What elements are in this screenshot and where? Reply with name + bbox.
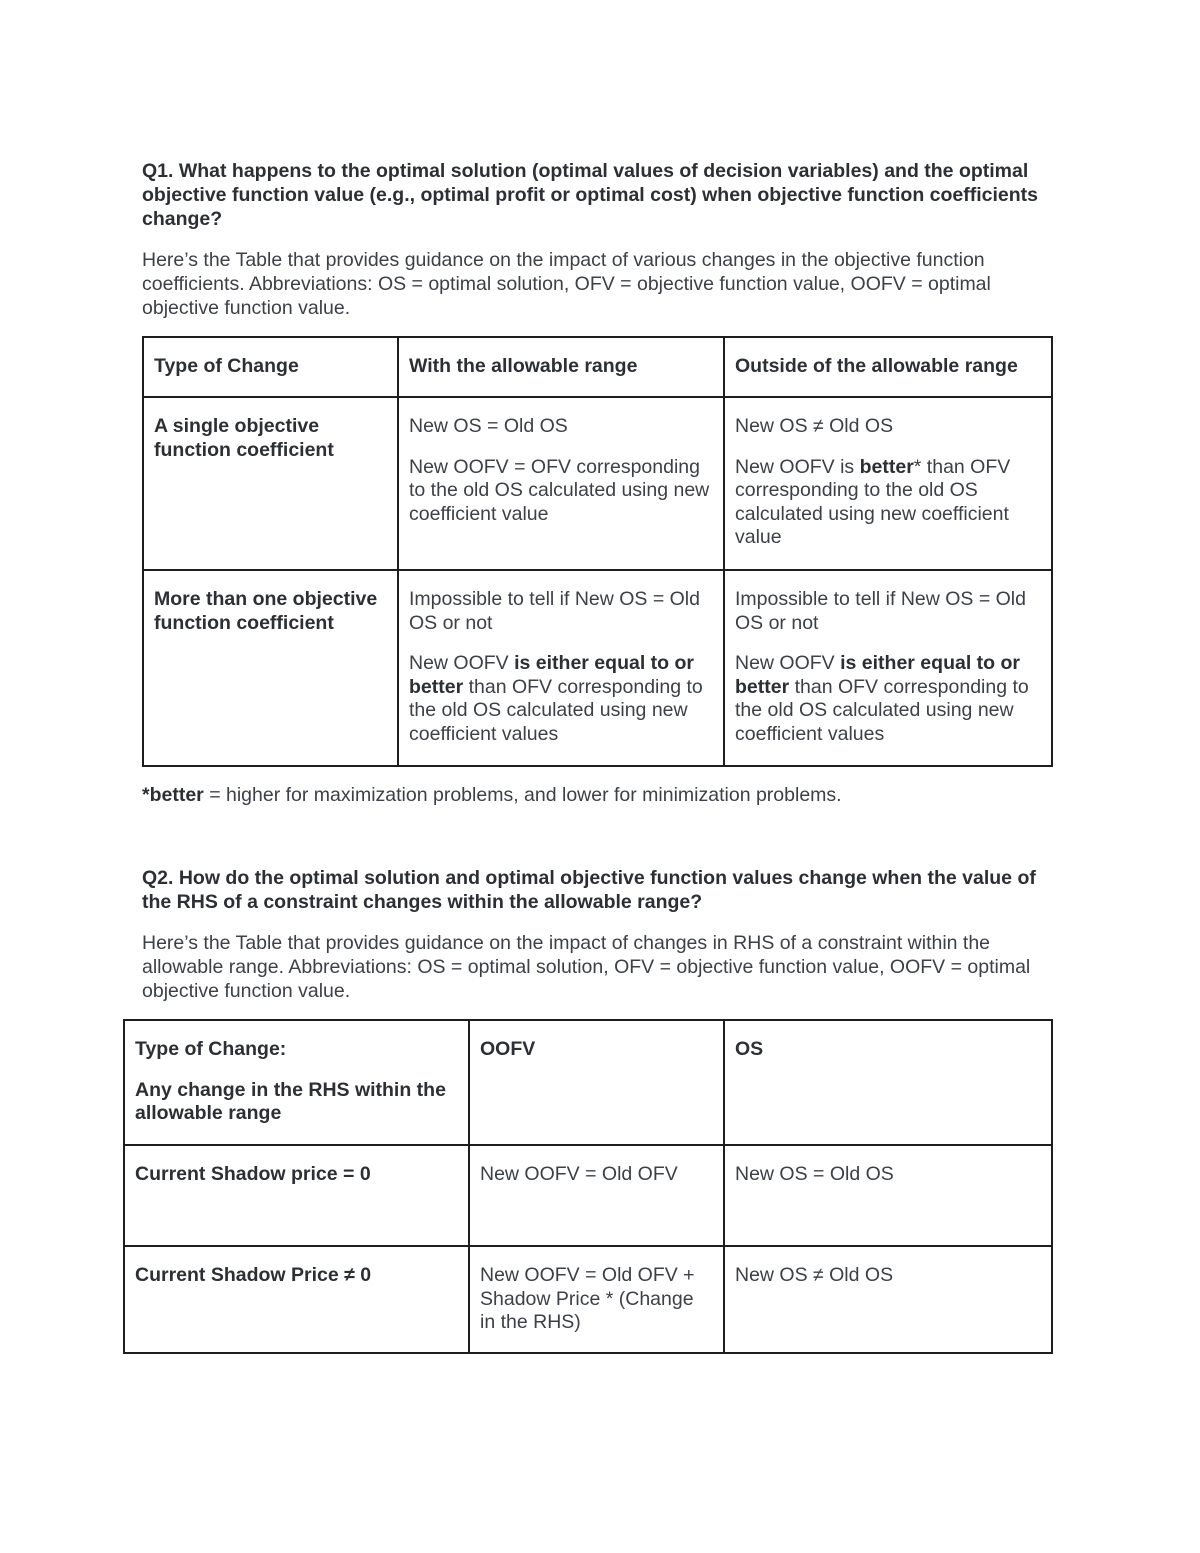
q2-intro: Here’s the Table that provides guidance on the impact of changes in RHS of a constraint within the allowable range. Abbreviations: OS = optimal solution, OFV = objective function value, OOFV = optimal objective function value. (142, 932, 1031, 1002)
table-row (143, 397, 1052, 570)
table-header-row (143, 337, 1052, 397)
oofv-statement (735, 652, 1041, 746)
footnote-term: *better (142, 784, 204, 806)
rhs-change-table (123, 1019, 1053, 1354)
oofv-emphasis: is either equal to or better (409, 652, 694, 698)
oofv-statement (735, 456, 1041, 550)
row-type-label: More than one objective function coefficient (143, 570, 398, 766)
oofv-statement: New OOFV = OFV corresponding to the old OS calculated using new coefficient value (409, 455, 710, 525)
better-footnote (142, 783, 842, 807)
q2-heading: Q2. How do the optimal solution and optimal objective function values change when the value of the RHS of a constraint changes within the allowable range? (142, 867, 1036, 913)
oofv-emphasis: is either equal to or better (735, 652, 1020, 698)
q1-heading: Q1. What happens to the optimal solution (optimal values of decision variables) and the optimal objective function value (e.g., optimal profit or optimal cost) when objective function coefficients change? (142, 160, 1039, 230)
q1-intro: Here’s the Table that provides guidance on the impact of various changes in the objective function coefficients. Abbreviations: OS = optimal solution, OFV = objective function value, OOFV = optimal objective function value. (142, 249, 991, 319)
oofv-text: New OOFV (409, 652, 515, 674)
outside-range-cell (724, 570, 1052, 766)
header-within-range: With the allowable range (398, 337, 724, 397)
within-range-cell (398, 397, 724, 570)
os-statement: Impossible to tell if New OS = Old OS or not (409, 588, 700, 634)
os-cell: New OS = Old OS (724, 1145, 1052, 1246)
header-outside-range: Outside of the allowable range (724, 337, 1052, 397)
oofv-text: than OFV corresponding to the old OS calculated using new coefficient values (735, 675, 1029, 745)
outside-range-cell (724, 397, 1052, 570)
os-statement: New OS = Old OS (409, 415, 568, 437)
oofv-text: New OOFV is (735, 455, 860, 478)
oofv-text: than OFV corresponding to the old OS calculated using new coefficient values (409, 675, 703, 745)
row-type-label: Current Shadow price = 0 (124, 1145, 469, 1246)
oofv-emphasis: better (859, 455, 914, 478)
oofv-cell: New OOFV = Old OFV (469, 1145, 724, 1246)
within-range-cell (398, 570, 724, 766)
oofv-text: New OOFV (735, 652, 841, 674)
row-type-label: A single objective function coefficient (143, 397, 398, 570)
header-type-of-change: Type of Change (143, 337, 398, 397)
header-type-of-change (124, 1020, 469, 1145)
table-header-row (124, 1020, 1052, 1145)
header-type-subtitle: Any change in the RHS within the allowable range (135, 1078, 446, 1124)
table-row (124, 1145, 1052, 1246)
header-type-title: Type of Change: (135, 1038, 287, 1060)
header-os: OS (724, 1020, 1052, 1145)
oofv-text: * than OFV corresponding to the old OS calculated using new coefficient value (735, 455, 1011, 548)
os-statement: New OS ≠ Old OS (735, 415, 894, 437)
oofv-cell: New OOFV = Old OFV + Shadow Price * (Change in the RHS) (469, 1246, 724, 1353)
os-cell: New OS ≠ Old OS (724, 1246, 1052, 1353)
oofv-statement (409, 652, 713, 746)
os-statement: Impossible to tell if New OS = Old OS or not (735, 588, 1026, 634)
table-row (124, 1246, 1052, 1353)
row-type-label: Current Shadow Price ≠ 0 (124, 1246, 469, 1353)
objective-coefficient-table (142, 336, 1053, 767)
header-oofv: OOFV (469, 1020, 724, 1145)
table-row (143, 570, 1052, 766)
footnote-definition: = higher for maximization problems, and lower for minimization problems. (203, 784, 842, 806)
